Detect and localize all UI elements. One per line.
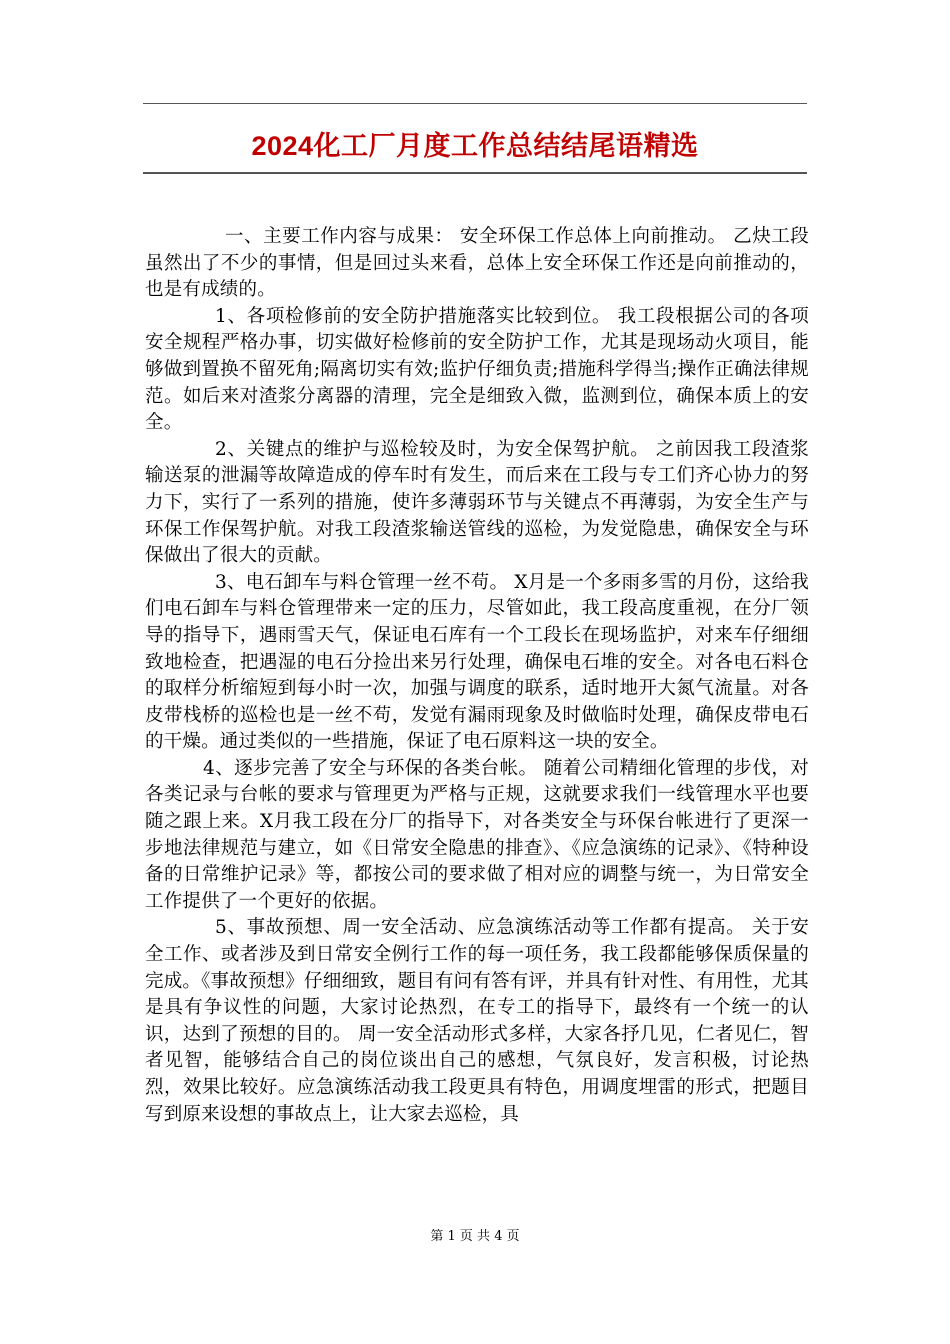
document-body xyxy=(145,224,809,1128)
header-rule xyxy=(143,103,807,104)
page-footer: 第 1 页 共 4 页 xyxy=(430,1229,520,1244)
paragraph-1: 1、各项检修前的安全防护措施落实比较到位。 我工段根据公司的各项安全规程严格办事，切实做好检修前的安全防护工作，尤其是现场动火项目，能够做到置换不留死角;隔离切实有效;监护仔细负责;措施科学得当;操作正确法律规范。如后来对渣浆分离器的清理，完全是细致入微，监测到位，确保本质上的安全。 xyxy=(145,305,809,434)
paragraph-2: 2、关键点的维护与巡检较及时，为安全保驾护航。 之前因我工段渣浆输送泵的泄漏等故障造成的停车时有发生，而后来在工段与专工们齐心协力的努力下，实行了一系列的措施，使许多薄弱环节与关键点不再薄弱，为安全生产与环保工作保驾护航。对我工段渣浆输送管线的巡检，为发觉隐患，确保安全与环保做出了很大的贡献。 xyxy=(145,438,809,567)
paragraph-intro: 一、主要工作内容与成果： 安全环保工作总体上向前推动。 乙炔工段虽然出了不少的事情，但是回过头来看，总体上安全环保工作还是向前推动的，也是有成绩的。 xyxy=(145,226,809,301)
paragraph-3: 3、电石卸车与料仓管理一丝不苟。 X月是一个多雨多雪的月份，这给我们电石卸车与料仓管理带来一定的压力，尽管如此，我工段高度重视，在分厂领导的指导下，遇雨雪天气，保证电石库有一个工段长在现场监护，对来车仔细细致地检查，把遇湿的电石分捡出来另行处理，确保电石堆的安全。对各电石料仓的取样分析缩短到每小时一次，加强与调度的联系，适时地开大氮气流量。对各皮带栈桥的巡检也是一丝不苟，发觉有漏雨现象及时做临时处理，确保皮带电石的干燥。通过类似的一些措施，保证了电石原料这一块的安全。 xyxy=(145,571,809,753)
paragraph-4: 4、逐步完善了安全与环保的各类台帐。 随着公司精细化管理的步伐，对各类记录与台帐的要求与管理更为严格与正规，这就要求我们一线管理水平也要随之跟上来。X月我工段在分厂的指导下，对各类安全与环保台帐进行了更深一步地法律规范与建立，如《日常安全隐患的排查》、《应急演练的记录》、《特种设备的日常维护记录》等，都按公司的要求做了相对应的调整与统一，为日常安全工作提供了一个更好的依据。 xyxy=(145,757,809,912)
title-underline xyxy=(143,172,807,174)
paragraph-5: 5、事故预想、周一安全活动、应急演练活动等工作都有提高。 关于安全工作、或者涉及到日常安全例行工作的每一项任务，我工段都能够保质保量的完成。《事故预想》仔细细致，题目有问有答有评，并具有针对性、有用性，尤其是具有争议性的问题，大家讨论热烈，在专工的指导下，最终有一个统一的认识，达到了预想的目的。 周一安全活动形式多样，大家各抒几见，仁者见仁，智者见智，能够结合自己的岗位谈出自己的感想，气氛良好，发言积极，讨论热烈，效果比较好。应急演练活动我工段更具有特色，用调度埋雷的形式，把题目写到原来设想的事故点上，让大家去巡检，具 xyxy=(145,917,809,1125)
document-title: 2024化工厂月度工作总结结尾语精选 xyxy=(251,131,699,161)
